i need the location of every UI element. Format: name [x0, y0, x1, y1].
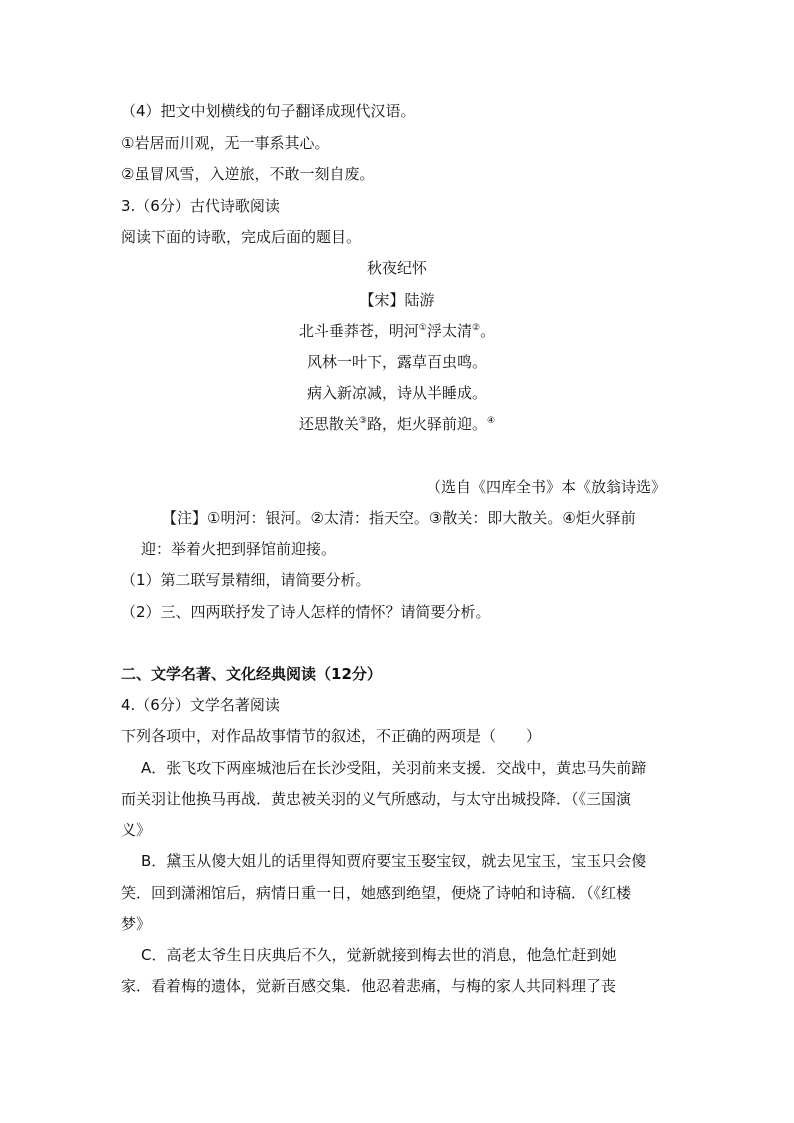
- poem-title: 秋夜纪怀: [366, 259, 427, 277]
- poem-line-4-part-a: 还思散关: [298, 415, 359, 433]
- poem-notes-line-2: 迎：举着火把到驿馆前迎接。: [141, 540, 337, 558]
- translate-sentence-1: ①岩居而川观，无一事系其心。: [121, 134, 330, 152]
- poem-notes-line-1: 【注】①明河：银河。②太清：指天空。③散关：即大散关。④炬火驿前: [162, 509, 636, 527]
- note-marker-4: ④: [487, 416, 496, 426]
- poem-line-1-part-c: 。: [480, 322, 496, 340]
- poem-line-4: [0, 414, 794, 434]
- section-2-heading: 二、文学名著、文化经典阅读（12分）: [121, 665, 382, 683]
- question-item-4: （4）把文中划横线的句子翻译成现代汉语。: [121, 102, 416, 120]
- note-marker-1: ①: [418, 323, 427, 333]
- question-3-instruction: 阅读下面的诗歌，完成后面的题目。: [121, 228, 362, 246]
- question-3-sub-2: （2）三、四两联抒发了诗人怎样的情怀？请简要分析。: [121, 603, 491, 621]
- poem-author: 【宋】陆游: [359, 291, 435, 309]
- option-c-line-1: C．高老太爷生日庆典后不久，觉新就接到梅去世的消息，他急忙赶到她: [141, 946, 617, 964]
- option-a-line-1: A．张飞攻下两座城池后在长沙受阻，关羽前来支援．交战中，黄忠马失前蹄: [141, 759, 647, 777]
- question-3-sub-1: （1）第二联写景精细，请简要分析。: [121, 571, 371, 589]
- option-b-line-3: 梦》: [121, 915, 152, 933]
- poem-source: （选自《四库全书》本《放翁诗选》: [425, 478, 666, 496]
- poem-line-2: 风林一叶下，露草百虫鸣。: [306, 353, 487, 371]
- question-4-header: 4.（6分）文学名著阅读: [121, 696, 280, 714]
- poem-line-3: 病入新凉减，诗从半睡成。: [306, 384, 487, 402]
- translate-sentence-2: ②虽冒风雪，入逆旅，不敢一刻自废。: [121, 165, 375, 183]
- option-a-line-2: 而关羽让他换马再战．黄忠被关羽的义气所感动，与太守出城投降．（《三国演: [121, 790, 632, 808]
- note-marker-3: ③: [358, 416, 367, 426]
- question-4-stem: 下列各项中，对作品故事情节的叙述，不正确的两项是（ ）: [121, 727, 542, 745]
- poem-line-1-part-b: 浮太清: [426, 322, 472, 340]
- option-a-line-3: 义》: [121, 821, 152, 839]
- poem-line-1: [0, 321, 794, 341]
- option-c-line-2: 家．看着梅的遗体，觉新百感交集．他忍着悲痛，与梅的家人共同料理了丧: [121, 977, 617, 995]
- question-3-header: 3.（6分）古代诗歌阅读: [121, 197, 280, 215]
- poem-line-1-part-a: 北斗垂莽苍，明河: [298, 322, 419, 340]
- option-b-line-2: 笑．回到潇湘馆后，病情日重一日，她感到绝望，便烧了诗帕和诗稿．（《红楼: [121, 884, 632, 902]
- poem-line-4-part-b: 路，炬火驿前迎。: [367, 415, 488, 433]
- option-b-line-1: B．黛玉从傻大姐儿的话里得知贾府要宝玉娶宝钗，就去见宝玉，宝玉只会傻: [141, 852, 647, 870]
- note-marker-2: ②: [472, 323, 481, 333]
